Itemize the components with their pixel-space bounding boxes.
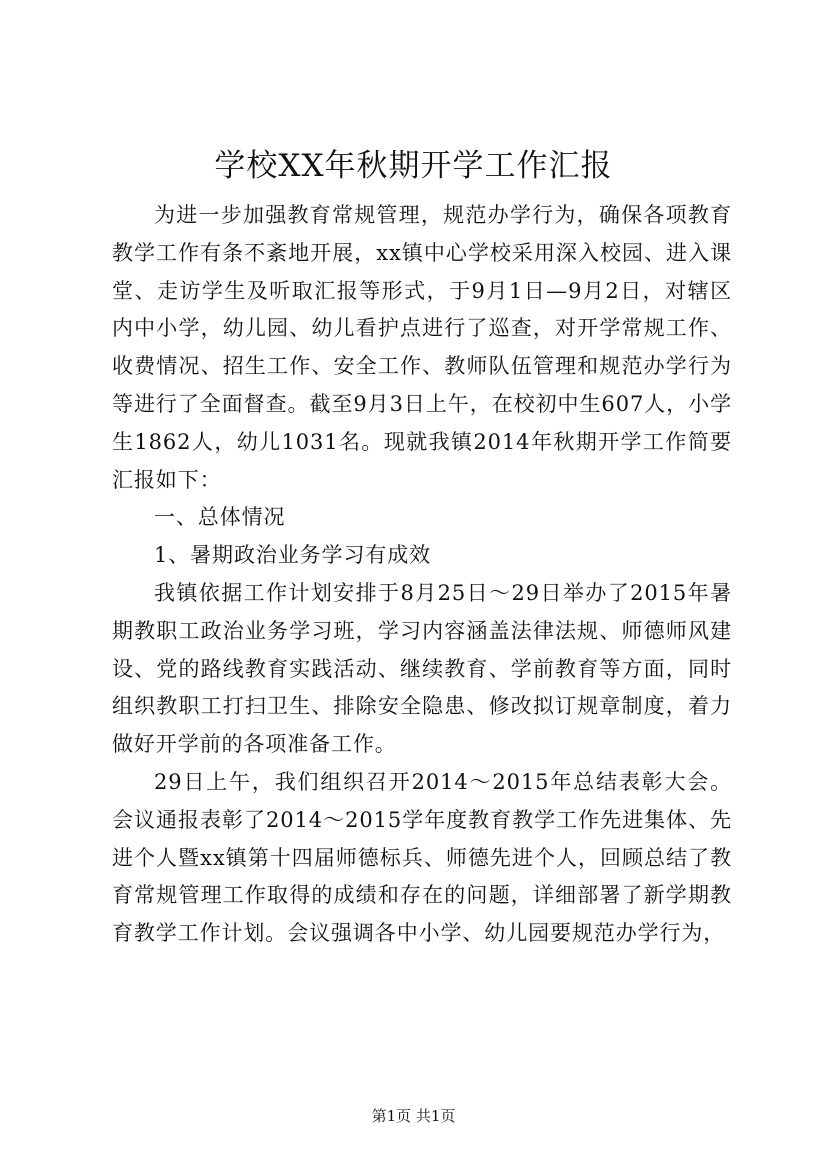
subsection-heading-summer-study: 1、暑期政治业务学习有成效: [154, 543, 432, 568]
paragraph-intro: 为进一步加强教育常规管理，规范办学行为，确保各项教育教学工作有条不紊地开展，xx镇中心学校采用深入校园、进入课堂、走访学生及听取汇报等形式，于9月1日—9月2日，对辖区内中小学，幼儿园、幼儿看护点进行了巡查，对开学常规工作、收费情况、招生工作、安全工作、教师队伍管理和规范办学行为等进行了全面督查。截至9月3日上午，在校初中生607人，小学生1862人，幼儿1031名。现就我镇2014年秋期开学工作简要汇报如下：: [112, 203, 732, 492]
document-body: [112, 197, 732, 953]
paragraph-summer-study: 我镇依据工作计划安排于8月25日～29日举办了2015年暑期教职工政治业务学习班，学习内容涵盖法律法规、师德师风建设、党的路线教育实践活动、继续教育、学前教育等方面，同时组织教职工打扫卫生、排除安全隐患、修改拟订规章制度，着力做好开学前的各项准备工作。: [112, 580, 732, 757]
section-heading-overall: 一、总体情况: [154, 505, 286, 530]
paragraph-commendation-meeting: 29日上午，我们组织召开2014～2015年总结表彰大会。会议通报表彰了2014～2015学年度教育教学工作先进集体、先进个人暨xx镇第十四届师德标兵、师德先进个人，回顾总结了教育常规管理工作取得的成绩和存在的问题，详细部署了新学期教育教学工作计划。会议强调各中小学、幼儿园要规范办学行为，: [112, 769, 732, 946]
document-title: 学校XX年秋期开学工作汇报: [214, 148, 613, 184]
page-footer: 第1页 共1页: [371, 1107, 456, 1125]
